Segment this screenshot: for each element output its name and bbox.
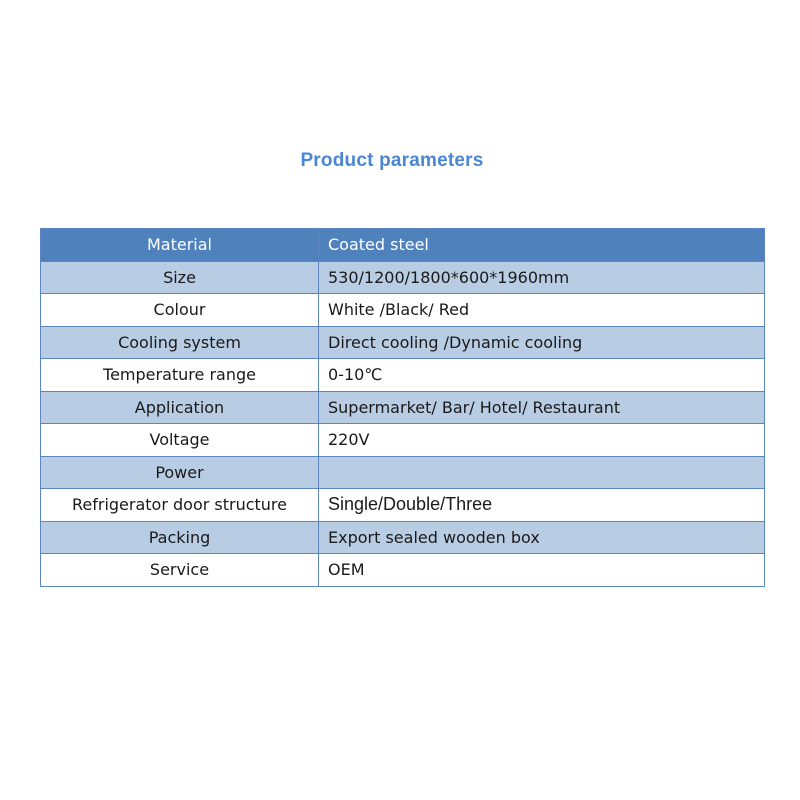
row-value: Direct cooling /Dynamic cooling [319, 326, 765, 359]
row-value [319, 456, 765, 489]
table-row-temperature-range [41, 359, 765, 392]
row-label: Material [41, 229, 319, 262]
table-row-packing [41, 521, 765, 554]
row-label: Voltage [41, 424, 319, 457]
table-row-service [41, 554, 765, 587]
row-label: Refrigerator door structure [41, 489, 319, 522]
row-label: Packing [41, 521, 319, 554]
product-parameters-table [40, 228, 765, 587]
row-label: Size [41, 261, 319, 294]
table-row-colour [41, 294, 765, 327]
row-value: 530/1200/1800*600*1960mm [319, 261, 765, 294]
table-row-application [41, 391, 765, 424]
row-value: 0-10℃ [319, 359, 765, 392]
row-value: Supermarket/ Bar/ Hotel/ Restaurant [319, 391, 765, 424]
row-value: White /Black/ Red [319, 294, 765, 327]
row-label: Cooling system [41, 326, 319, 359]
table-row-door-structure [41, 489, 765, 522]
table-row-voltage [41, 424, 765, 457]
table-row-size [41, 261, 765, 294]
row-value: Single/Double/Three [319, 489, 765, 522]
row-label: Service [41, 554, 319, 587]
table-row-cooling-system [41, 326, 765, 359]
row-label: Colour [41, 294, 319, 327]
row-label: Power [41, 456, 319, 489]
row-value: OEM [319, 554, 765, 587]
row-label: Temperature range [41, 359, 319, 392]
table-row-power [41, 456, 765, 489]
row-value: 220V [319, 424, 765, 457]
table-row-material [41, 229, 765, 262]
page-title: Product parameters [300, 150, 484, 171]
row-label: Application [41, 391, 319, 424]
row-value: Coated steel [319, 229, 765, 262]
row-value: Export sealed wooden box [319, 521, 765, 554]
